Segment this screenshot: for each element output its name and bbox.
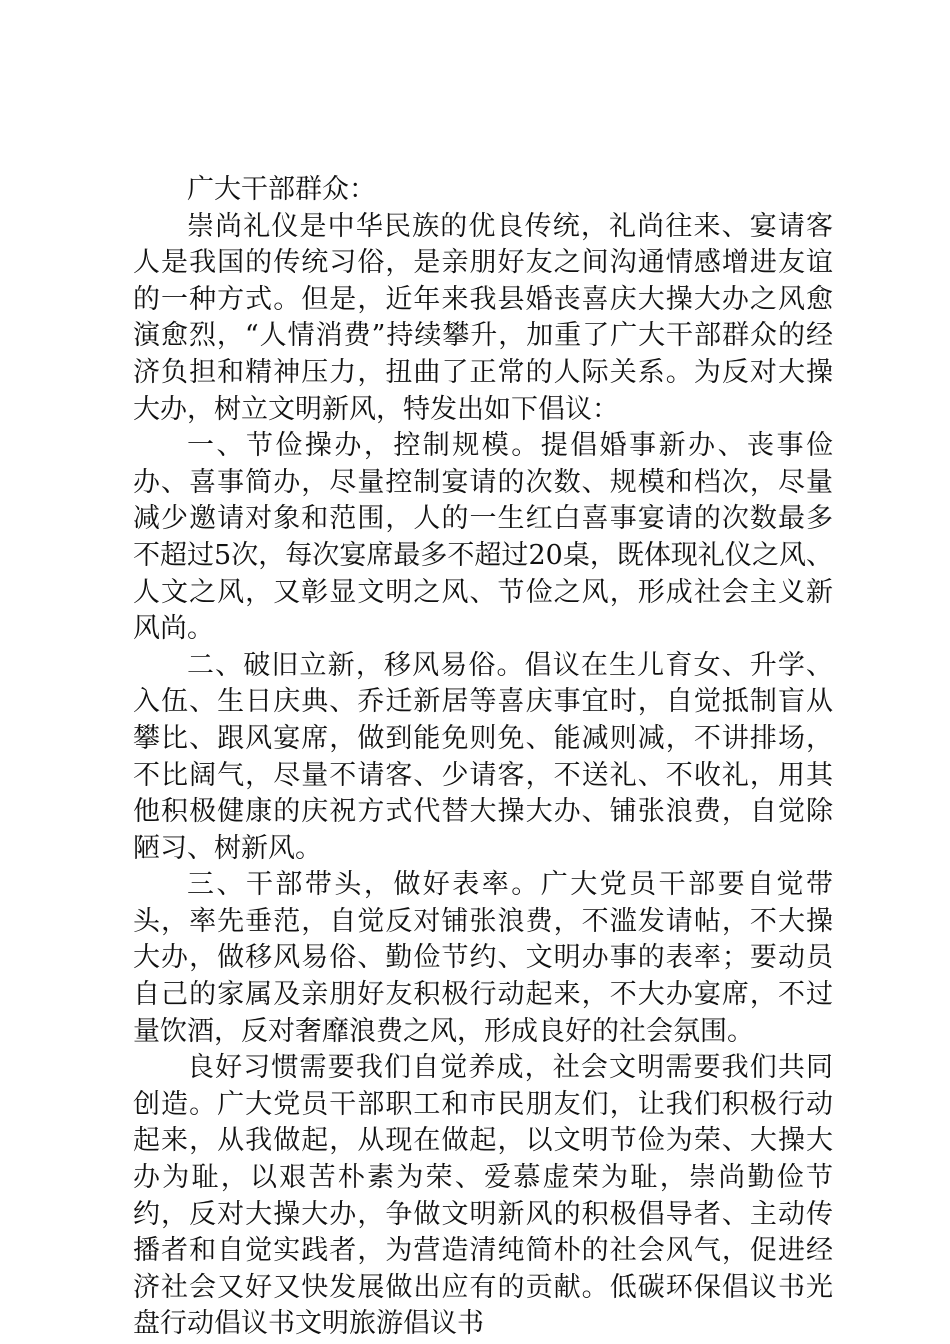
document-body	[133, 172, 833, 1343]
paragraph-item-2: 二、破旧立新，移风易俗。倡议在生儿育女、升学、入伍、生日庆典、乔迁新居等喜庆事宜时，自觉抵制盲从攀比、跟风宴席，做到能免则免、能减则减，不讲排场，不比阔气，尽量不请客、少请客，不送礼、不收礼，用其他积极健康的庆祝方式代替大操大办、铺张浪费，自觉除陋习、树新风。	[133, 649, 833, 864]
paragraph-item-3: 三、干部带头，做好表率。广大党员干部要自觉带头，率先垂范，自觉反对铺张浪费，不滥发请帖，不大操大办，做移风易俗、勤俭节约、文明办事的表率；要动员自己的家属及亲朋好友积极行动起来，不大办宴席，不过量饮酒，反对奢靡浪费之风，形成良好的社会氛围。	[133, 869, 833, 1047]
paragraph-item-1: 一、节俭操办，控制规模。提倡婚事新办、丧事俭办、喜事简办，尽量控制宴请的次数、规模和档次，尽量减少邀请对象和范围，人的一生红白喜事宴请的次数最多不超过5次，每次宴席最多不超过20桌，既体现礼仪之风、人文之风，又彰显文明之风、节俭之风，形成社会主义新风尚。	[133, 430, 833, 645]
paragraph-closing: 良好习惯需要我们自觉养成，社会文明需要我们共同创造。广大党员干部职工和市民朋友们，让我们积极行动起来，从我做起，从现在做起，以文明节俭为荣、大操大办为耻，以艰苦朴素为荣、爱慕虚荣为耻，崇尚勤俭节约，反对大操大办，争做文明新风的积极倡导者、主动传播者和自觉实践者，为营造清纯简朴的社会风气，促进经济社会又好又快发展做出应有的贡献。低碳环保倡议书光盘行动倡议书文明旅游倡议书	[133, 1052, 833, 1340]
salutation: 广大干部群众：	[187, 174, 376, 205]
paragraph-intro: 崇尚礼仪是中华民族的优良传统，礼尚往来、宴请客人是我国的传统习俗，是亲朋好友之间沟通情感增进友谊的一种方式。但是，近年来我县婚丧喜庆大操大办之风愈演愈烈，“人情消费”持续攀升，加重了广大干部群众的经济负担和精神压力，扭曲了正常的人际关系。为反对大操大办，树立文明新风，特发出如下倡议：	[133, 210, 833, 425]
